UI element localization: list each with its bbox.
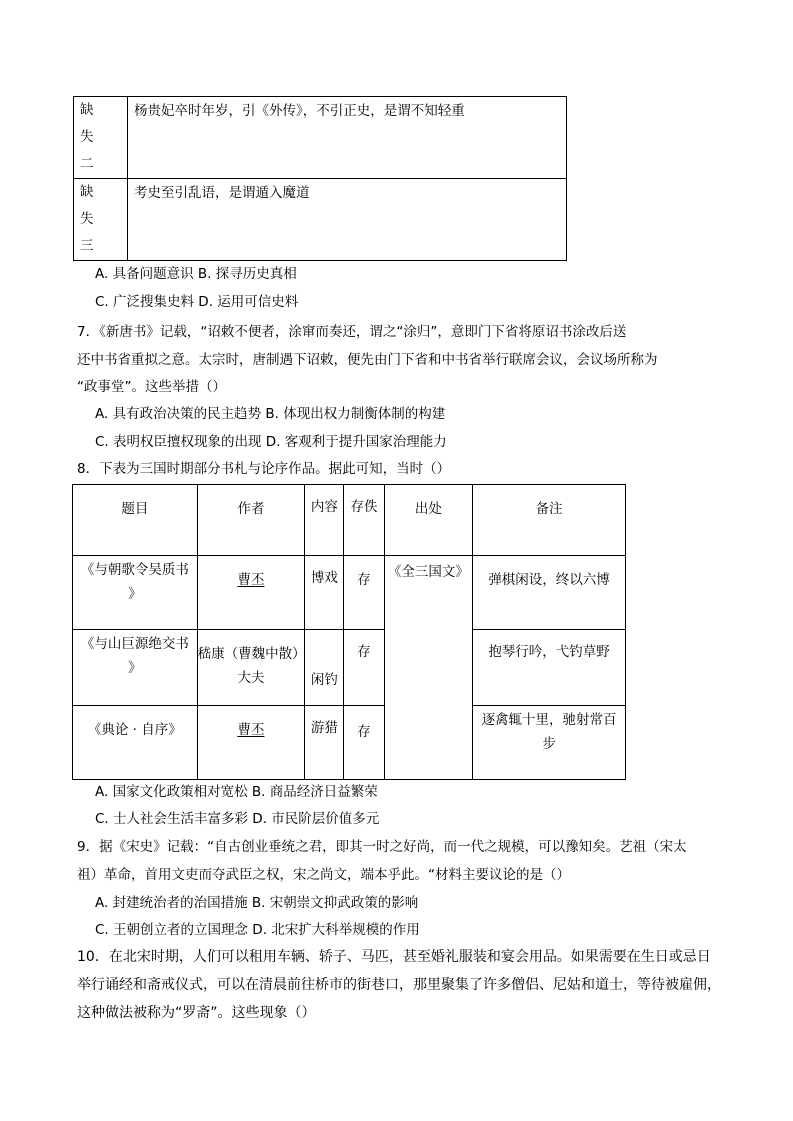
q8-options-line2: C. 士人社会生活丰富多彩 D. 市民阶层价值多元 <box>95 811 380 827</box>
cell-author <box>197 706 305 780</box>
table-row <box>73 556 626 630</box>
cell-note: 弹棋闲设，终以六博 <box>473 556 626 630</box>
label-char: 二 <box>80 156 94 172</box>
title-line: 》 <box>128 660 142 676</box>
cell-content: 闲钓 <box>305 630 344 706</box>
note-line: 步 <box>542 736 556 752</box>
cell-author <box>197 630 305 706</box>
header-author: 作者 <box>197 485 305 556</box>
q8-stem: 8．下表为三国时期部分书札与论序作品。据此可知，当时（） <box>77 461 451 477</box>
cell-source: 《全三国文》 <box>384 556 472 780</box>
q9-stem-line2: 祖）革命，首用文吏而夺武臣之权，宋之尚文，端本乎此。“材料主要议论的是（） <box>77 867 570 883</box>
q7-options-line1: A. 具有政治决策的民主趋势 B. 体现出权力制衡体制的构建 <box>95 406 446 422</box>
q8-works-table <box>72 484 626 780</box>
author-line: 大夫 <box>237 670 265 686</box>
header-source: 出处 <box>384 485 472 556</box>
q9-options-line1: A. 封建统治者的治国措施 B. 宋朝崇文抑武政策的影响 <box>95 895 419 911</box>
header-content: 内容 <box>305 485 344 556</box>
q10-stem-line2: 举行诵经和斋戒仪式，可以在清晨前往桥市的街巷口，那里聚集了许多僧侣、尼姑和道士，等待被雇佣， <box>77 977 721 993</box>
header-status: 存佚 <box>344 485 384 556</box>
table-row <box>74 179 567 261</box>
q10-stem-line1: 10．在北宋时期，人们可以租用车辆、轿子、马匹，甚至婚礼服装和宴会用品。如果需要在生日或忌日 <box>77 949 711 965</box>
row-label <box>74 179 128 261</box>
cell-note <box>473 706 626 780</box>
cell-content: 博戏 <box>305 556 344 630</box>
table-row <box>74 97 567 179</box>
header-note: 备注 <box>473 485 626 556</box>
cell-content: 游猎 <box>305 706 344 780</box>
q10-stem-line3: 这种做法被称为“罗斋”。这些现象（） <box>77 1005 316 1021</box>
header-title: 题目 <box>73 485 198 556</box>
q7-options-line2: C. 表明权臣擅权现象的出现 D. 客观利于提升国家治理能力 <box>95 434 447 450</box>
table-row <box>73 630 626 706</box>
table-row <box>73 706 626 780</box>
label-char: 三 <box>80 238 94 254</box>
cell-status: 存 <box>344 706 384 780</box>
cell-title: 《典论 · 自序》 <box>73 706 198 780</box>
author-line: 嵇康（曹魏中散） <box>197 646 306 662</box>
cell-status: 存 <box>344 556 384 630</box>
q9-stem-line1: 9．据《宋史》记载：“自古创业垂统之君，即其一时之好尚，而一代之规模，可以豫知矣。艺祖（宋太 <box>77 839 687 855</box>
cell-author <box>197 556 305 630</box>
cell-status: 存 <box>344 630 384 706</box>
q7-stem-line1: 7．《新唐书》记载，“诏敕不便者，涂窜而奏还，谓之“涂归”，意即门下省将原诏书涂改后送 <box>77 324 627 340</box>
cell-title <box>73 556 198 630</box>
cell-note: 抱琴行吟，弋钓草野 <box>473 630 626 706</box>
title-line: 《与朝歌令吴质书 <box>80 562 189 578</box>
label-char: 失 <box>80 129 94 145</box>
row-text: 杨贵妃卒时年岁，引《外传》，不引正史，是谓不知轻重 <box>128 97 567 179</box>
q6-evaluation-table <box>73 96 567 261</box>
q7-stem-line3: “政事堂”。这些举措（） <box>77 379 226 395</box>
cell-title <box>73 630 198 706</box>
note-line: 逐禽辄十里，驰射常百 <box>481 712 617 728</box>
label-char: 失 <box>80 211 94 227</box>
label-char: 缺 <box>80 102 94 118</box>
author-name: 曹丕 <box>237 722 265 738</box>
table-header-row <box>73 485 626 556</box>
q7-stem-line2: 还中书省重拟之意。太宗时，唐制遇下诏敕，便先由门下省和中书省举行联席会议，会议场所称为 <box>77 352 658 368</box>
author-name: 曹丕 <box>237 572 265 588</box>
label-char: 缺 <box>80 184 94 200</box>
q9-options-line2: C. 王朝创立者的立国理念 D. 北宋扩大科举规模的作用 <box>95 922 420 938</box>
q6-options-line2: C. 广泛搜集史料 D. 运用可信史料 <box>95 294 299 310</box>
q6-options-line1: A. 具备问题意识 B. 探寻历史真相 <box>95 266 297 282</box>
row-label <box>74 97 128 179</box>
title-line: 》 <box>128 586 142 602</box>
row-text: 考史至引乱语，是谓遁入魔道 <box>128 179 567 261</box>
q8-options-line1: A. 国家文化政策相对宽松 B. 商品经济日益繁荣 <box>95 784 378 800</box>
title-line: 《与山巨源绝交书 <box>80 636 189 652</box>
